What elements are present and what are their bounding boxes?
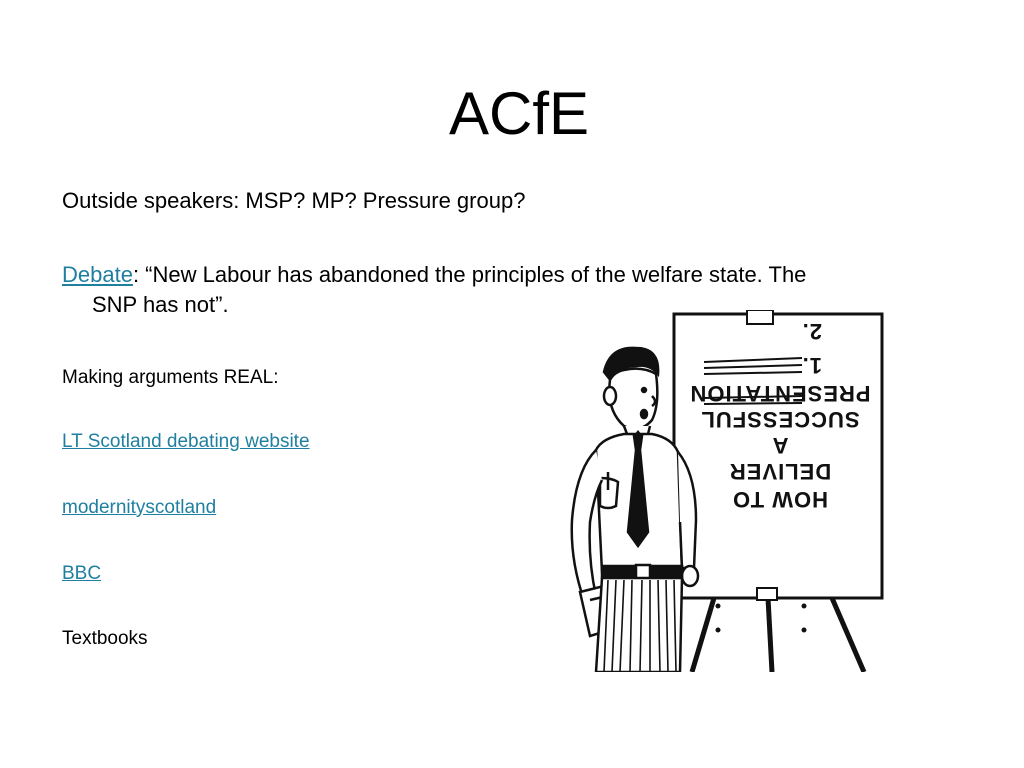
debate-text-line2: SNP has not”.	[92, 292, 229, 317]
modernity-link-item	[62, 497, 216, 519]
debate-text-line1: : “New Labour has abandoned the principles of the welfare state. The	[132, 262, 807, 287]
slide-title: ACfE	[448, 80, 590, 147]
sign-number-2: 2.	[801, 319, 822, 344]
bbc-link[interactable]: BBC	[62, 563, 102, 584]
sign-line-1: HOW TO	[731, 487, 829, 512]
presenter-cartoon	[532, 310, 912, 672]
debate-link[interactable]: Debate	[62, 262, 133, 287]
sign-line-5: PRESENTATION	[689, 381, 871, 406]
lt-scotland-link[interactable]: LT Scotland debating website	[62, 431, 310, 452]
modernityscotland-link[interactable]: modernityscotland	[62, 497, 217, 518]
sign-line-2: DELIVER	[728, 459, 832, 484]
textbooks-text: Textbooks	[62, 628, 148, 649]
bbc-link-item	[62, 563, 101, 585]
making-arguments-text: Making arguments REAL:	[62, 367, 279, 388]
sign-line-4: SUCCESSFUL	[700, 407, 860, 432]
sign-number-1: 1.	[801, 353, 822, 378]
speakers-text: Outside speakers: MSP? MP? Pressure group?	[62, 188, 526, 213]
lt-scotland-link-item	[62, 431, 310, 453]
sign-line-3: A	[771, 433, 789, 458]
